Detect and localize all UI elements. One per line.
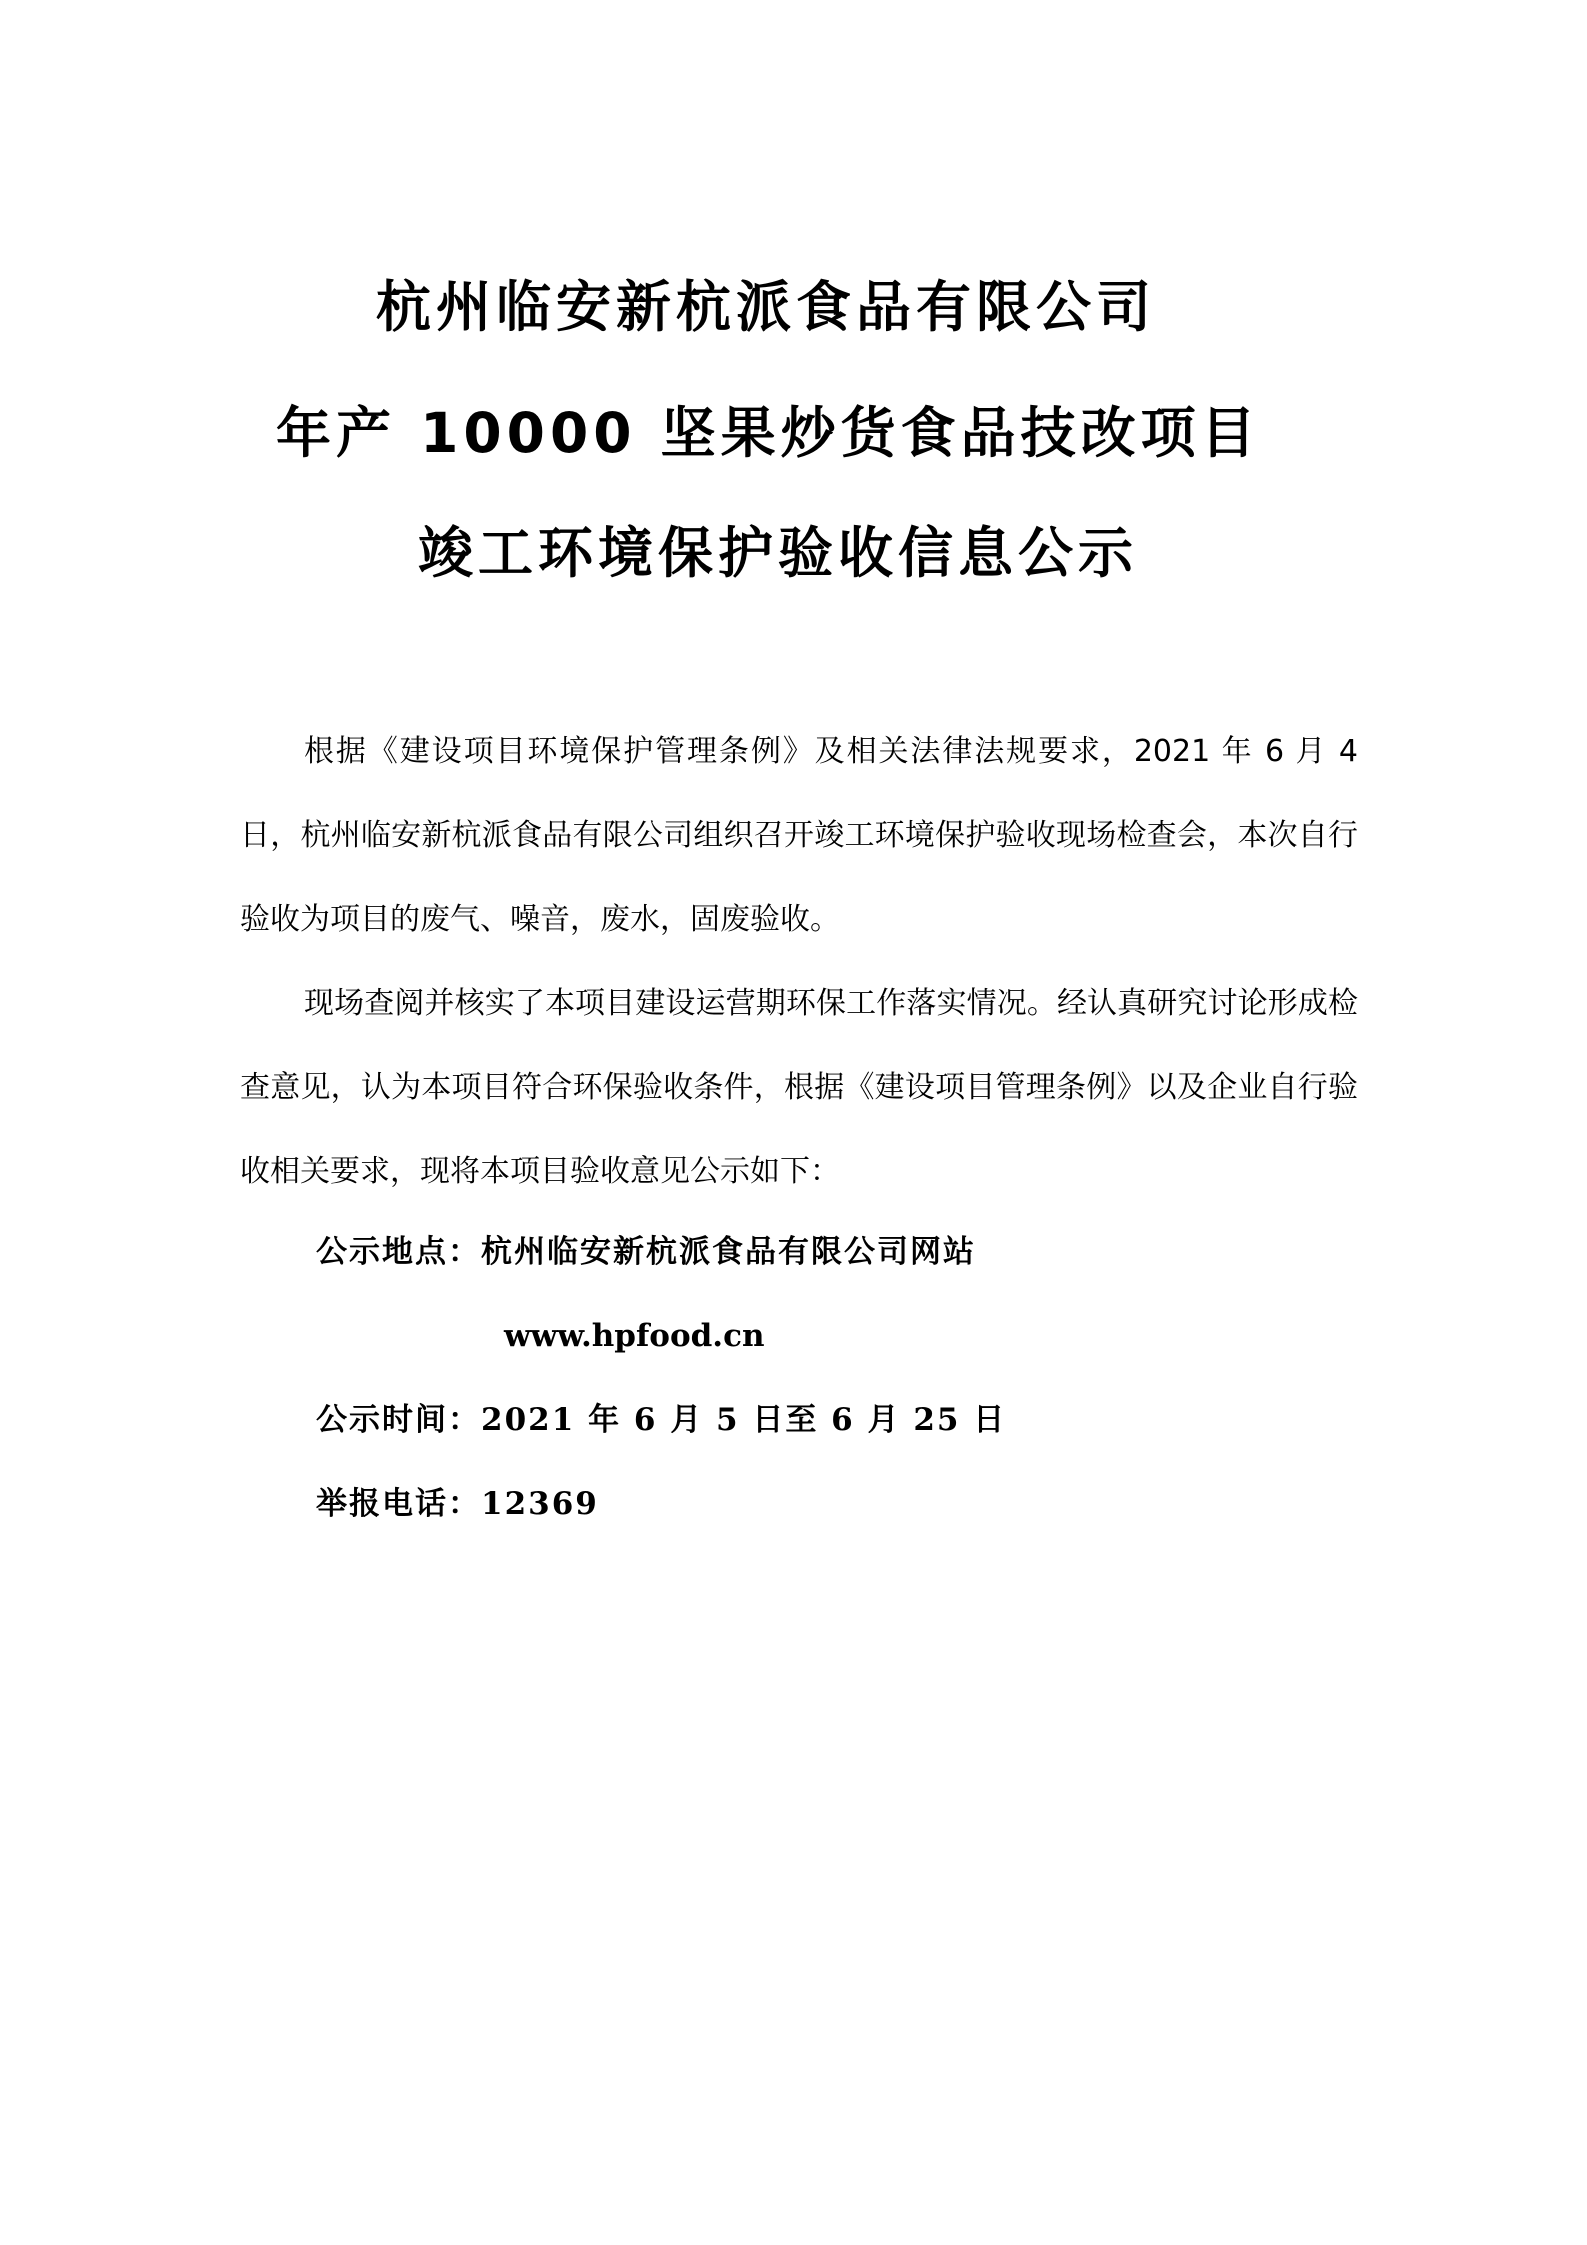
notice-location bbox=[316, 1232, 976, 1272]
notice-phone-value: 12369 bbox=[481, 1486, 599, 1522]
paragraph-inspection: 现场查阅并核实了本项目建设运营期环保工作落实情况。经认真研究讨论形成检查意见，认为本项目符合环保验收条件，根据《建设项目管理条例》以及企业自行验收相关要求，现将本项目验收意见公示如下： bbox=[240, 986, 1358, 1189]
notice-phone-label: 举报电话： bbox=[316, 1486, 481, 1522]
notice-time-value: 2021 年 6 月 5 日至 6 月 25 日 bbox=[481, 1402, 1007, 1438]
notice-phone bbox=[316, 1484, 599, 1524]
paragraph-regulation: 根据《建设项目环境保护管理条例》及相关法律法规要求，2021 年 6 月 4 日，杭州临安新杭派食品有限公司组织召开竣工环境保护验收现场检查会，本次自行验收为项目的废气、噪音，废水，固废验收。 bbox=[240, 734, 1358, 937]
title-company: 杭州临安新杭派食品有限公司 bbox=[376, 275, 1157, 339]
notice-location-label: 公示地点： bbox=[316, 1234, 481, 1270]
notice-website: www.hpfood.cn bbox=[504, 1318, 765, 1354]
notice-time bbox=[316, 1400, 1006, 1440]
notice-location-value: 杭州临安新杭派食品有限公司网站 bbox=[481, 1234, 976, 1270]
title-project: 年产 10000 坚果炒货食品技改项目 bbox=[276, 401, 1261, 465]
notice-time-label: 公示时间： bbox=[316, 1402, 481, 1438]
title-notice: 竣工环境保护验收信息公示 bbox=[418, 521, 1139, 585]
